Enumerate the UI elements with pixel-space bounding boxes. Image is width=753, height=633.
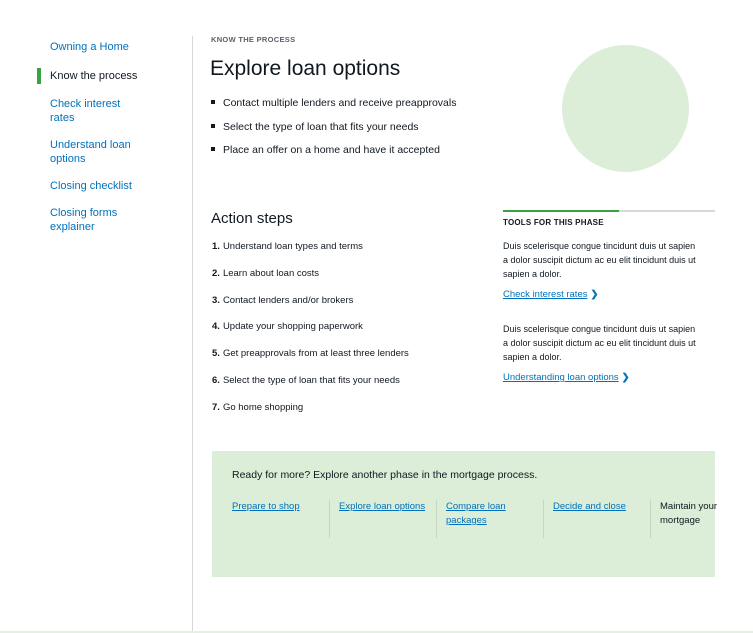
step-number: 2. xyxy=(212,267,220,279)
sidebar-item-check-interest-rates[interactable]: Check interest rates xyxy=(50,98,121,124)
sidebar-item-understand-loan-options[interactable]: Understand loan options xyxy=(50,139,131,165)
phase-item xyxy=(543,500,650,538)
sidebar-item-owning-a-home[interactable]: Owning a Home xyxy=(50,41,129,53)
page-title: Explore loan options xyxy=(210,57,401,80)
step-text: Go home shopping xyxy=(222,401,304,413)
step-text: Contact lenders and/or brokers xyxy=(222,294,354,306)
step-text: Learn about loan costs xyxy=(222,267,320,279)
phase-label-maintain-your-mortgage: Maintain your mortgage xyxy=(660,501,718,526)
tool-description: Duis scelerisque congue tincidunt duis ut sapien a dolor suscipit dictum ac eu elit tincidunt duis ut sapien a dolor. xyxy=(503,324,696,362)
phase-item xyxy=(329,500,436,538)
step-number: 4. xyxy=(212,321,220,333)
step-number: 5. xyxy=(212,348,220,360)
action-step xyxy=(212,375,409,387)
step-number: 1. xyxy=(212,241,220,252)
understanding-loan-options-link[interactable] xyxy=(503,372,630,383)
tools-panel xyxy=(503,210,715,385)
step-text: Get preapprovals from at least three lenders xyxy=(222,348,409,360)
phase-link-explore-loan-options[interactable]: Explore loan options xyxy=(339,501,426,512)
step-number: 3. xyxy=(212,294,220,306)
step-number: 6. xyxy=(212,374,220,386)
phase-links xyxy=(232,500,753,538)
step-text: Understand loan types and terms xyxy=(222,241,363,252)
action-steps-list xyxy=(212,241,409,429)
action-step xyxy=(212,321,409,333)
phase-item xyxy=(436,500,543,538)
step-number: 7. xyxy=(212,401,220,413)
tools-heading: TOOLS FOR THIS PHASE xyxy=(503,218,604,227)
summary-item: Place an offer on a home and have it accepted xyxy=(211,144,456,156)
action-step xyxy=(212,241,409,253)
panel-title: Ready for more? Explore another phase in the mortgage process. xyxy=(232,469,538,481)
sidebar-nav xyxy=(37,40,187,234)
sidebar-item-closing-forms-explainer[interactable]: Closing forms explainer xyxy=(50,207,118,233)
link-label: Understanding loan options xyxy=(503,372,619,383)
chevron-right-icon: ❯ xyxy=(590,289,599,300)
tools-rule xyxy=(503,210,715,212)
summary-list xyxy=(211,97,456,168)
action-step xyxy=(212,348,409,360)
decorative-circle xyxy=(562,45,689,172)
chevron-right-icon: ❯ xyxy=(621,372,630,383)
phase-link-compare-loan-packages[interactable]: Compare loan packages xyxy=(446,501,506,526)
link-label: Check interest rates xyxy=(503,289,588,300)
phase-item xyxy=(232,500,329,538)
sidebar-item-closing-checklist[interactable]: Closing checklist xyxy=(50,180,132,192)
phase-link-prepare-to-shop[interactable]: Prepare to shop xyxy=(232,501,300,512)
tool-description: Duis scelerisque congue tincidunt duis ut sapien a dolor suscipit dictum ac eu elit tincidunt duis ut sapien a dolor. xyxy=(503,241,696,279)
action-step xyxy=(212,295,409,307)
check-interest-rates-link[interactable] xyxy=(503,289,598,300)
eyebrow: KNOW THE PROCESS xyxy=(211,35,296,44)
summary-item: Select the type of loan that fits your needs xyxy=(211,121,456,133)
action-step xyxy=(212,268,409,280)
sidebar-item-know-the-process[interactable]: Know the process xyxy=(37,68,187,84)
sidebar-divider xyxy=(192,36,193,633)
action-steps-title: Action steps xyxy=(211,210,293,227)
step-text: Select the type of loan that fits your needs xyxy=(222,374,400,386)
step-text: Update your shopping paperwork xyxy=(222,321,363,333)
phase-item-current xyxy=(650,500,753,538)
summary-item: Contact multiple lenders and receive preapprovals xyxy=(211,97,456,109)
phase-link-decide-and-close[interactable]: Decide and close xyxy=(553,501,626,512)
action-step xyxy=(212,402,409,414)
next-phase-panel xyxy=(212,451,718,577)
